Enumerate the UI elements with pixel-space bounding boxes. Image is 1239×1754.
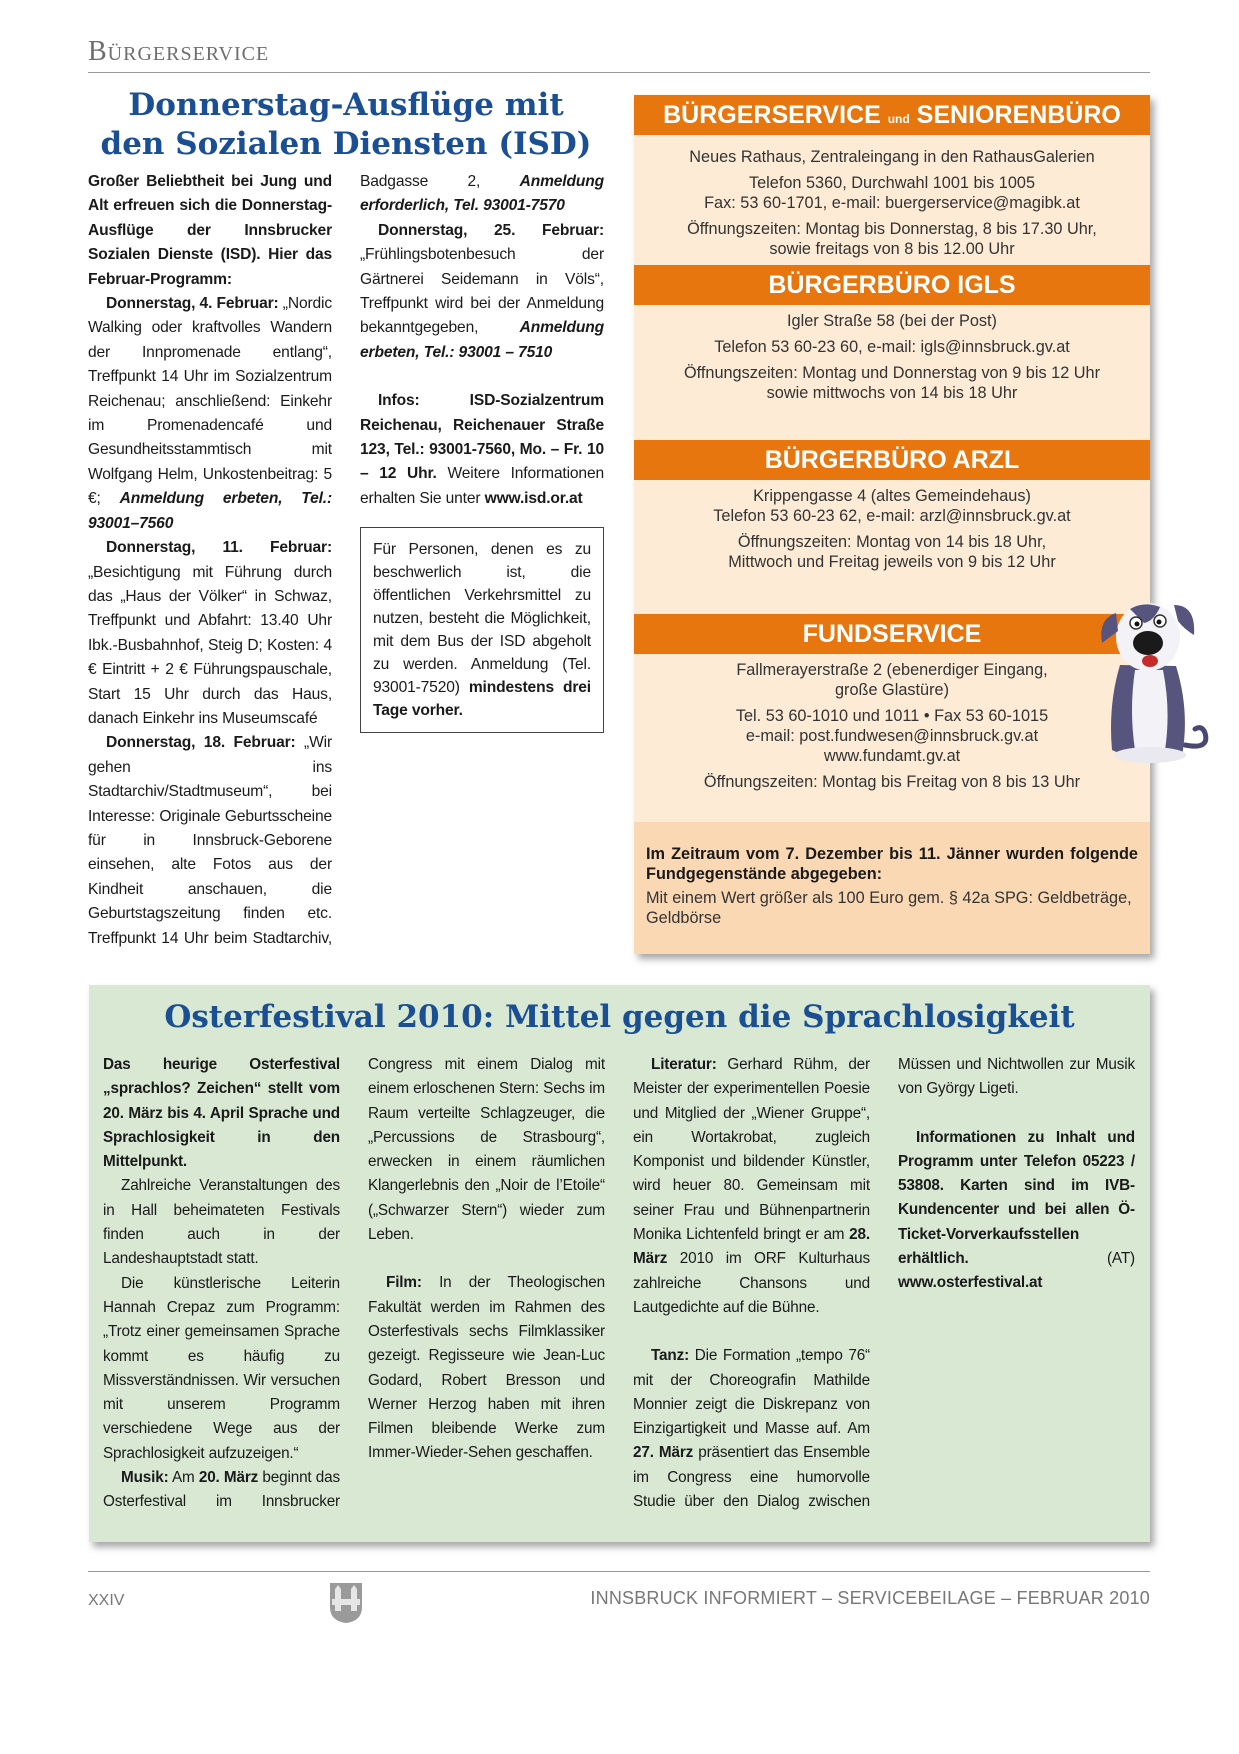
emphasized-text: Anmeldung erforderlich, Tel. 93001-7570 [360, 173, 604, 215]
opening-hours: sowie mittwochs von 14 bis 18 Uhr [766, 384, 1018, 402]
address: Krippengasse 4 (altes Gemeindehaus) [753, 487, 1031, 505]
heading-text: und [887, 112, 910, 126]
text-run: Am [168, 1469, 199, 1487]
emphasized-text: Musik: [121, 1469, 169, 1487]
dog-mascot-illustration [1090, 595, 1210, 767]
buergerservice-heading [634, 95, 1150, 135]
heading-text: BÜRGERSERVICE [663, 101, 881, 129]
text-run: (AT) [968, 1250, 1135, 1268]
paragraph [103, 1272, 340, 1466]
emphasized-text: Donnerstag, 11. Februar: [106, 539, 332, 557]
opening-hours: sowie freitags von 8 bis 12.00 Uhr [769, 240, 1015, 258]
publication-footer: INNSBRUCK INFORMIERT – SERVICEBEILAGE – FEBRUAR 2010 [590, 1588, 1150, 1608]
transport-notice-box [360, 527, 604, 733]
opening-hours: Mittwoch und Freitag jeweils von 9 bis 12 Uhr [728, 553, 1056, 571]
emphasized-text: Informationen zu Inhalt und Programm unter Telefon 05223 / 53808. Karten sind im IVB-Kundencenter und bei allen Ö-Ticket-Vorverkaufsstellen erhältlich. [898, 1128, 1135, 1268]
website: www.fundamt.gv.at [823, 747, 961, 765]
arzl-heading: BÜRGERBÜRO ARZL [634, 440, 1150, 480]
emphasized-text: Donnerstag, 4. Februar: [106, 295, 279, 313]
emphasized-text: mindestens drei Tage vorher. [373, 679, 591, 720]
paragraph [360, 389, 604, 511]
phone-email: Telefon 53 60-23 62, e-mail: arzl@innsbruck.gv.at [713, 507, 1071, 525]
paragraph [633, 1053, 870, 1320]
text-run: Gerhard Rühm, der Meister der experimentellen Poesie und Mitglied der „Wiener Gruppe“, ein Wortakrobat, zugleich Komponist und bildender Künstler, wird heuer 80. Gemeinsam mit seiner Frau und Bühnenpartnerin Monika Lichtenfeld bringt er am [633, 1056, 870, 1244]
title-line: Donnerstag-Ausflüge mit [128, 87, 564, 123]
paragraph [88, 292, 332, 536]
title-line: den Sozialen Diensten (ISD) [100, 126, 592, 162]
phone-fax: Tel. 53 60-1010 und 1011 • Fax 53 60-1015 [735, 707, 1049, 725]
text-run: „Wir gehen ins Stadtarchiv/Stadtmuseum“, bei Interesse: Originale Geburtsscheine für in Innsbruck-Geborene einsehen, alte Fotos aus der Kindheit anschauen, die Geburtstagszeitung finden etc. Treffpunkt 14 Uhr beim Stadtarchiv, Badgasse 2, [88, 173, 520, 947]
emphasized-text: Anmeldung erbeten, Tel.: 93001 – 7510 [360, 319, 604, 361]
address: Fallmerayerstraße 2 (ebenerdiger Eingang, [736, 661, 1048, 679]
text-run: Zahlreiche Veranstaltungen des in Hall beheimateten Festivals finden auch in der Landeshauptstadt statt. [103, 1177, 340, 1268]
text-run: In der Theologischen Fakultät werden im Rahmen des Osterfestivals sechs Filmklassiker gezeigt. Regisseure wie Jean-Luc Godard, Robert Bresson und Werner Herzog haben mit ihren Filmen bleibende Werke zum Immer-Wieder-Sehen geschaffen. [368, 1274, 605, 1462]
fundservice-details [634, 654, 1150, 792]
emphasized-text: 20. März [198, 1469, 259, 1487]
text-run: präsentiert das Ensemble im Congress eine humorvolle Studie über den Dialog zwischen Müssen und Nichtwollen zur Musik von György Ligeti. [633, 1056, 1135, 1511]
isd-article-title [88, 86, 604, 164]
opening-hours: Öffnungszeiten: Montag bis Freitag von 8 bis 13 Uhr [703, 773, 1081, 791]
section-label: Bürgerservice [88, 36, 270, 67]
found-items-headline: Im Zeitraum vom 7. Dezember bis 11. Jänner wurden folgende Fundgegenstände abgegeben: [646, 845, 1138, 883]
emphasized-text: Film: [386, 1274, 422, 1292]
paragraph [368, 1271, 605, 1465]
emphasized-text: Großer Beliebtheit bei Jung und Alt erfreuen sich die Donnerstag-Ausflüge der Innsbrucker Sozialen Dienste (ISD). Hier das Februar-Programm: [88, 173, 332, 288]
text-run: „Frühlingsbotenbesuch der Gärtnerei Seidemann in Völs“, Treffpunkt wird bei der Anmeldung bekanntgegeben, [360, 246, 604, 337]
page-number: XXIV [88, 1592, 125, 1609]
opening-hours: Öffnungszeiten: Montag von 14 bis 18 Uhr, [737, 533, 1047, 551]
text-run: Die künstlerische Leiterin Hannah Crepaz zum Programm: „Trotz einer gemeinsamen Sprache kommt es häufig zu Missverständnissen. Wir versuchen mit unserem Programm verschiedene Wege aus der Sprachlosigkeit aufzuzeigen.“ [103, 1274, 340, 1462]
emphasized-text: Das heurige Osterfestival „sprachlos? Zeichen“ stellt vom 20. März bis 4. April Sprache und Sprachlosigkeit in den Mittelpunkt. [103, 1056, 340, 1171]
opening-hours: Öffnungszeiten: Montag bis Donnerstag, 8 bis 17.30 Uhr, [687, 220, 1097, 238]
bottom-divider [88, 1571, 1150, 1572]
emphasized-text: www.osterfestival.at [898, 1274, 1043, 1292]
igls-heading: BÜRGERBÜRO IGLS [634, 265, 1150, 305]
top-divider [88, 72, 1150, 73]
phone: Telefon 5360, Durchwahl 1001 bis 1005 [748, 174, 1036, 192]
paragraph [898, 1126, 1135, 1296]
emphasized-text: Infos: ISD-Sozialzentrum Reichenau, Reichenauer Straße 123, Tel.: 93001-7560, Mo. – Fr. 10 – 12 Uhr. [360, 392, 604, 483]
address: Neues Rathaus, Zentraleingang in den RathausGalerien [689, 148, 1095, 166]
osterfestival-body [103, 1053, 1135, 1533]
osterfestival-title: Osterfestival 2010: Mittel gegen die Sprachlosigkeit [164, 999, 1075, 1035]
buergerservice-details [634, 135, 1150, 265]
igls-details [634, 305, 1150, 440]
emphasized-text: Donnerstag, 25. Februar: [378, 221, 604, 239]
paragraph [103, 1174, 340, 1271]
text-run: Die Formation „tempo 76“ mit der Choreografin Mathilde Monnier zeigt die Diskrepanz von Einzigartigkeit und Masse auf. Am [633, 1347, 870, 1438]
fax-email: Fax: 53 60-1701, e-mail: buergerservice@magibk.at [704, 194, 1080, 212]
emphasized-text: Tanz: [651, 1347, 690, 1365]
text-run: Für Personen, denen es zu beschwerlich ist, die öffentlichen Verkehrsmittel zu nutzen, besteht die Möglichkeit, mit dem Bus der ISD abgeholt zu werden. Anmeldung (Tel. 93001-7520) [373, 541, 591, 697]
text-run: „Nordic Walking oder kraftvolles Wandern der Innpromenade entlang“, Treffpunkt 14 Uhr im Sozialzentrum Reichenau; anschließend: Einkehr im Promenadencafé und Gesundheitsstammtisch mit Wolfgang Helm, Unkostenbeitrag: 5 €; [88, 295, 333, 508]
emphasized-text: Donnerstag, 18. Februar: [106, 734, 296, 752]
address: Igler Straße 58 (bei der Post) [787, 312, 997, 330]
osterfestival-article [89, 985, 1150, 1542]
text-run: 2010 im ORF Kulturhaus zahlreiche Chansons und Lautgedichte auf die Bühne. [633, 1250, 870, 1316]
address: große Glastüre) [834, 681, 949, 699]
paragraph [88, 170, 332, 292]
found-items-text: Mit einem Wert größer als 100 Euro gem. § 42a SPG: Geldbeträge, Geldbörse [646, 889, 1132, 927]
opening-hours: Öffnungszeiten: Montag und Donnerstag von 9 bis 12 Uhr [683, 364, 1101, 382]
fundservice-heading: FUNDSERVICE [634, 614, 1150, 654]
emphasized-text: 28. März [633, 1226, 870, 1268]
text-run: beginnt das Osterfestival im Innsbrucker Congress mit einem Dialog mit einem erloschenen Stern: Sechs im Raum verteilte Schlagzeuger, die „Percussions de Strasbourg“, erwecken in einem räumlichen Klangerlebnis den „Noir de l’Etoile“ („Schwarzer Stern“) wieder zum Leben. [103, 1056, 605, 1511]
text-run: „Besichtigung mit Führung durch das „Haus der Völker“ in Schwaz, Treffpunkt und Abfahrt: 13.40 Uhr Ibk.-Busbahnhof, Steig D; Kosten: 4 € Eintritt + 2 € Führungspauschale, Start 15 Uhr durch das Haus, danach Einkehr ins Museumscafé [88, 563, 332, 727]
heading-text: SENIORENBÜRO [916, 101, 1121, 129]
paragraph [88, 536, 332, 731]
paragraph [103, 1053, 340, 1174]
emphasized-text: 27. März [633, 1444, 694, 1462]
emphasized-text: Anmeldung erbeten, Tel.: 93001–7560 [88, 490, 332, 532]
arzl-details [634, 480, 1150, 614]
service-info-box [634, 95, 1150, 954]
email: e-mail: post.fundwesen@innsbruck.gv.at [745, 727, 1039, 745]
found-items-note [634, 822, 1150, 954]
isd-article-body [88, 170, 604, 960]
text-run: Weitere Informationen erhalten Sie unter [360, 465, 604, 507]
emphasized-text: www.isd.or.at [484, 489, 583, 507]
phone-email: Telefon 53 60-23 60, e-mail: igls@innsbruck.gv.at [714, 338, 1070, 356]
emphasized-text: Literatur: [651, 1056, 717, 1073]
innsbruck-coat-of-arms-icon [328, 1581, 364, 1625]
paragraph [360, 219, 604, 365]
paragraph [373, 538, 591, 722]
